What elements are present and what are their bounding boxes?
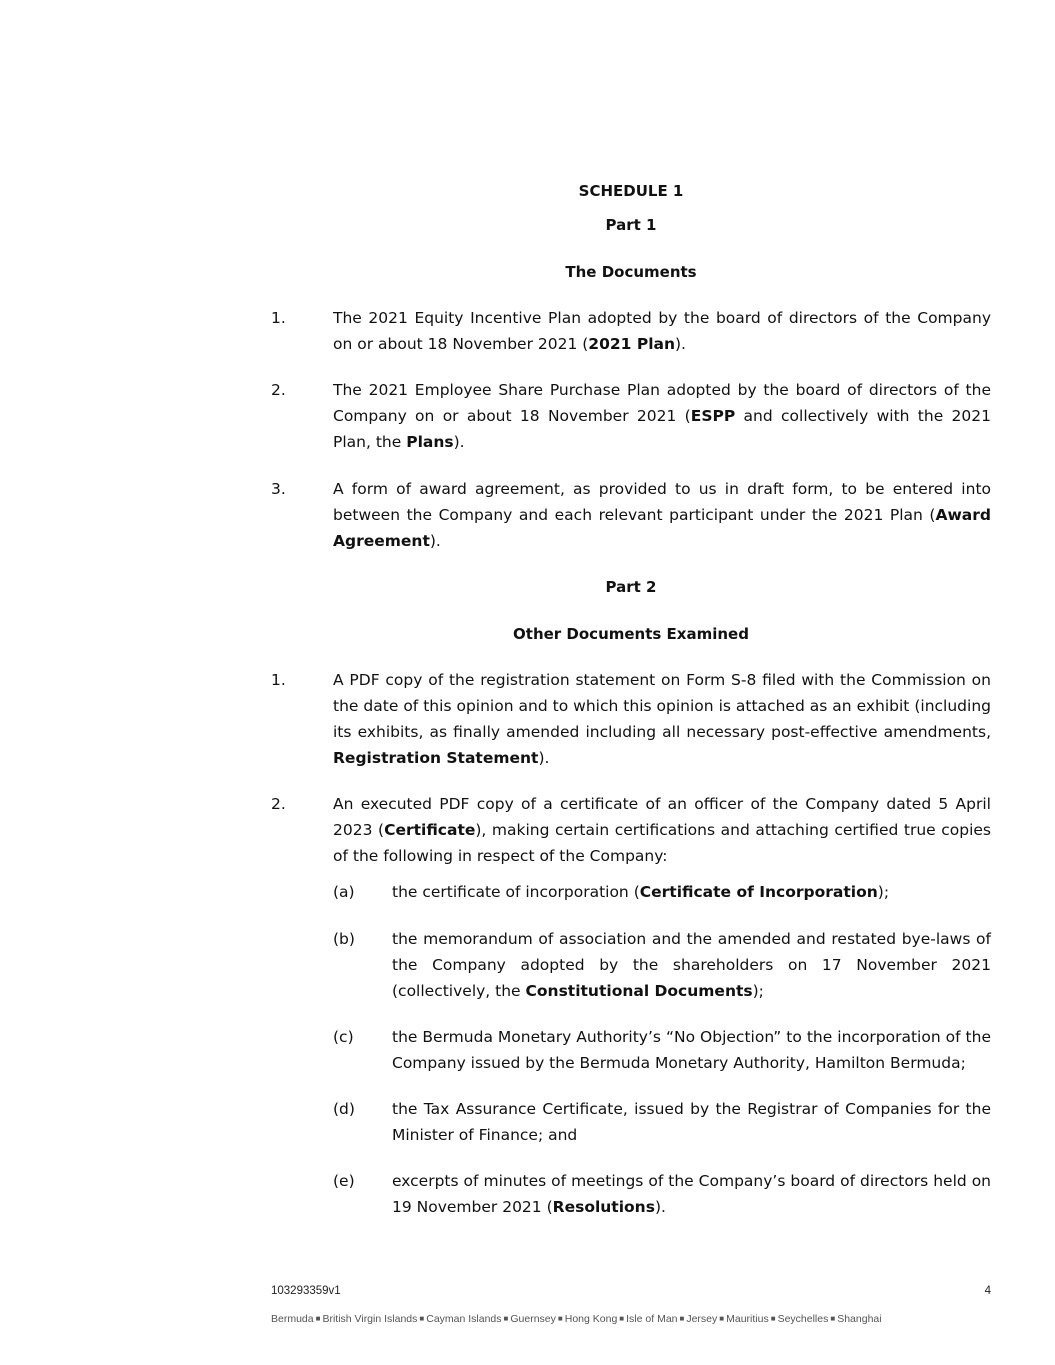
subitem-a-label: (a) <box>333 883 355 901</box>
part2-title: Other Documents Examined <box>513 625 749 643</box>
defined-term: Certificate <box>384 821 476 839</box>
defined-term: Certificate of Incorporation <box>639 883 878 901</box>
separator-square-icon: ■ <box>719 1314 725 1323</box>
part1-item-1: The 2021 Equity Incentive Plan adopted by the board of directors of the Company on or about 18 November 2021 (2021 Plan). <box>333 309 991 353</box>
jurisdiction-name: Hong Kong <box>564 1313 618 1325</box>
separator-square-icon: ■ <box>315 1314 321 1323</box>
subitem-d: the Tax Assurance Certificate, issued by the Registrar of Companies for the Minister of Finance; and <box>392 1100 991 1144</box>
part2-item-2-number: 2. <box>271 795 286 813</box>
separator-square-icon: ■ <box>419 1314 425 1323</box>
subitem-c: the Bermuda Monetary Authority’s “No Objection” to the incorporation of the Company issued by the Bermuda Monetary Authority, Hamilton Bermuda; <box>392 1028 991 1072</box>
part1-item-2-number: 2. <box>271 381 286 399</box>
part1-item-3-number: 3. <box>271 480 286 498</box>
subitem-d-label: (d) <box>333 1100 355 1118</box>
part2-item-1-number: 1. <box>271 671 286 689</box>
jurisdictions-line <box>271 1312 882 1326</box>
part1-item-2: The 2021 Employee Share Purchase Plan adopted by the board of directors of the Company on or about 18 November 2021 (ESPP and collectively with the 2021 Plan, the Plans). <box>333 381 992 451</box>
jurisdiction-name: Cayman Islands <box>426 1313 502 1325</box>
separator-square-icon: ■ <box>830 1314 836 1323</box>
jurisdiction-name: Shanghai <box>837 1313 882 1325</box>
defined-term: Constitutional Documents <box>525 982 753 1000</box>
separator-square-icon: ■ <box>679 1314 685 1323</box>
defined-term: Plans <box>406 433 454 451</box>
page-number: 4 <box>984 1285 991 1297</box>
subitem-c-label: (c) <box>333 1028 354 1046</box>
defined-term: 2021 Plan <box>588 335 675 353</box>
part2-item-2: An executed PDF copy of a certificate of an officer of the Company dated 5 April 2023 (Certificate), making certain certifications and attaching certified true copies of the following in respect of the Company: <box>333 795 992 865</box>
jurisdiction-name: Isle of Man <box>626 1313 678 1325</box>
separator-square-icon: ■ <box>557 1314 563 1323</box>
subitem-a: the certificate of incorporation (Certificate of Incorporation); <box>392 883 890 901</box>
defined-term: Resolutions <box>552 1198 655 1216</box>
part2-item-1: A PDF copy of the registration statement on Form S-8 filed with the Commission on the date of this opinion and to which this opinion is attached as an exhibit (including its exhibits, as finally amended including all necessary post-effective amendments, Registration Statement). <box>333 671 991 767</box>
separator-square-icon: ■ <box>503 1314 509 1323</box>
jurisdiction-name: Jersey <box>686 1313 718 1325</box>
defined-term: ESPP <box>690 407 736 425</box>
separator-square-icon: ■ <box>770 1314 776 1323</box>
jurisdiction-name: Guernsey <box>510 1313 556 1325</box>
schedule-title: SCHEDULE 1 <box>578 182 684 200</box>
part1-item-3: A form of award agreement, as provided to us in draft form, to be entered into between the Company and each relevant participant under the 2021 Plan (Award Agreement). <box>333 480 991 550</box>
defined-term: Award Agreement <box>333 506 991 550</box>
subitem-e-label: (e) <box>333 1172 355 1190</box>
subitem-e: excerpts of minutes of meetings of the Company’s board of directors held on 19 November 2021 (Resolutions). <box>392 1172 991 1216</box>
document-id: 103293359v1 <box>271 1285 341 1297</box>
part2-heading: Part 2 <box>605 578 657 596</box>
subitem-b: the memorandum of association and the amended and restated bye-laws of the Company adopted by the shareholders on 17 November 2021 (collectively, the Constitutional Documents); <box>392 930 991 1000</box>
jurisdiction-name: British Virgin Islands <box>322 1313 418 1325</box>
separator-square-icon: ■ <box>619 1314 625 1323</box>
jurisdiction-name: Seychelles <box>777 1313 829 1325</box>
subitem-b-label: (b) <box>333 930 355 948</box>
part1-title: The Documents <box>565 263 697 281</box>
defined-term: Registration Statement <box>333 749 539 767</box>
part1-heading: Part 1 <box>605 216 657 234</box>
jurisdiction-name: Bermuda <box>271 1313 314 1325</box>
jurisdiction-name: Mauritius <box>726 1313 769 1325</box>
part1-item-1-number: 1. <box>271 309 286 327</box>
